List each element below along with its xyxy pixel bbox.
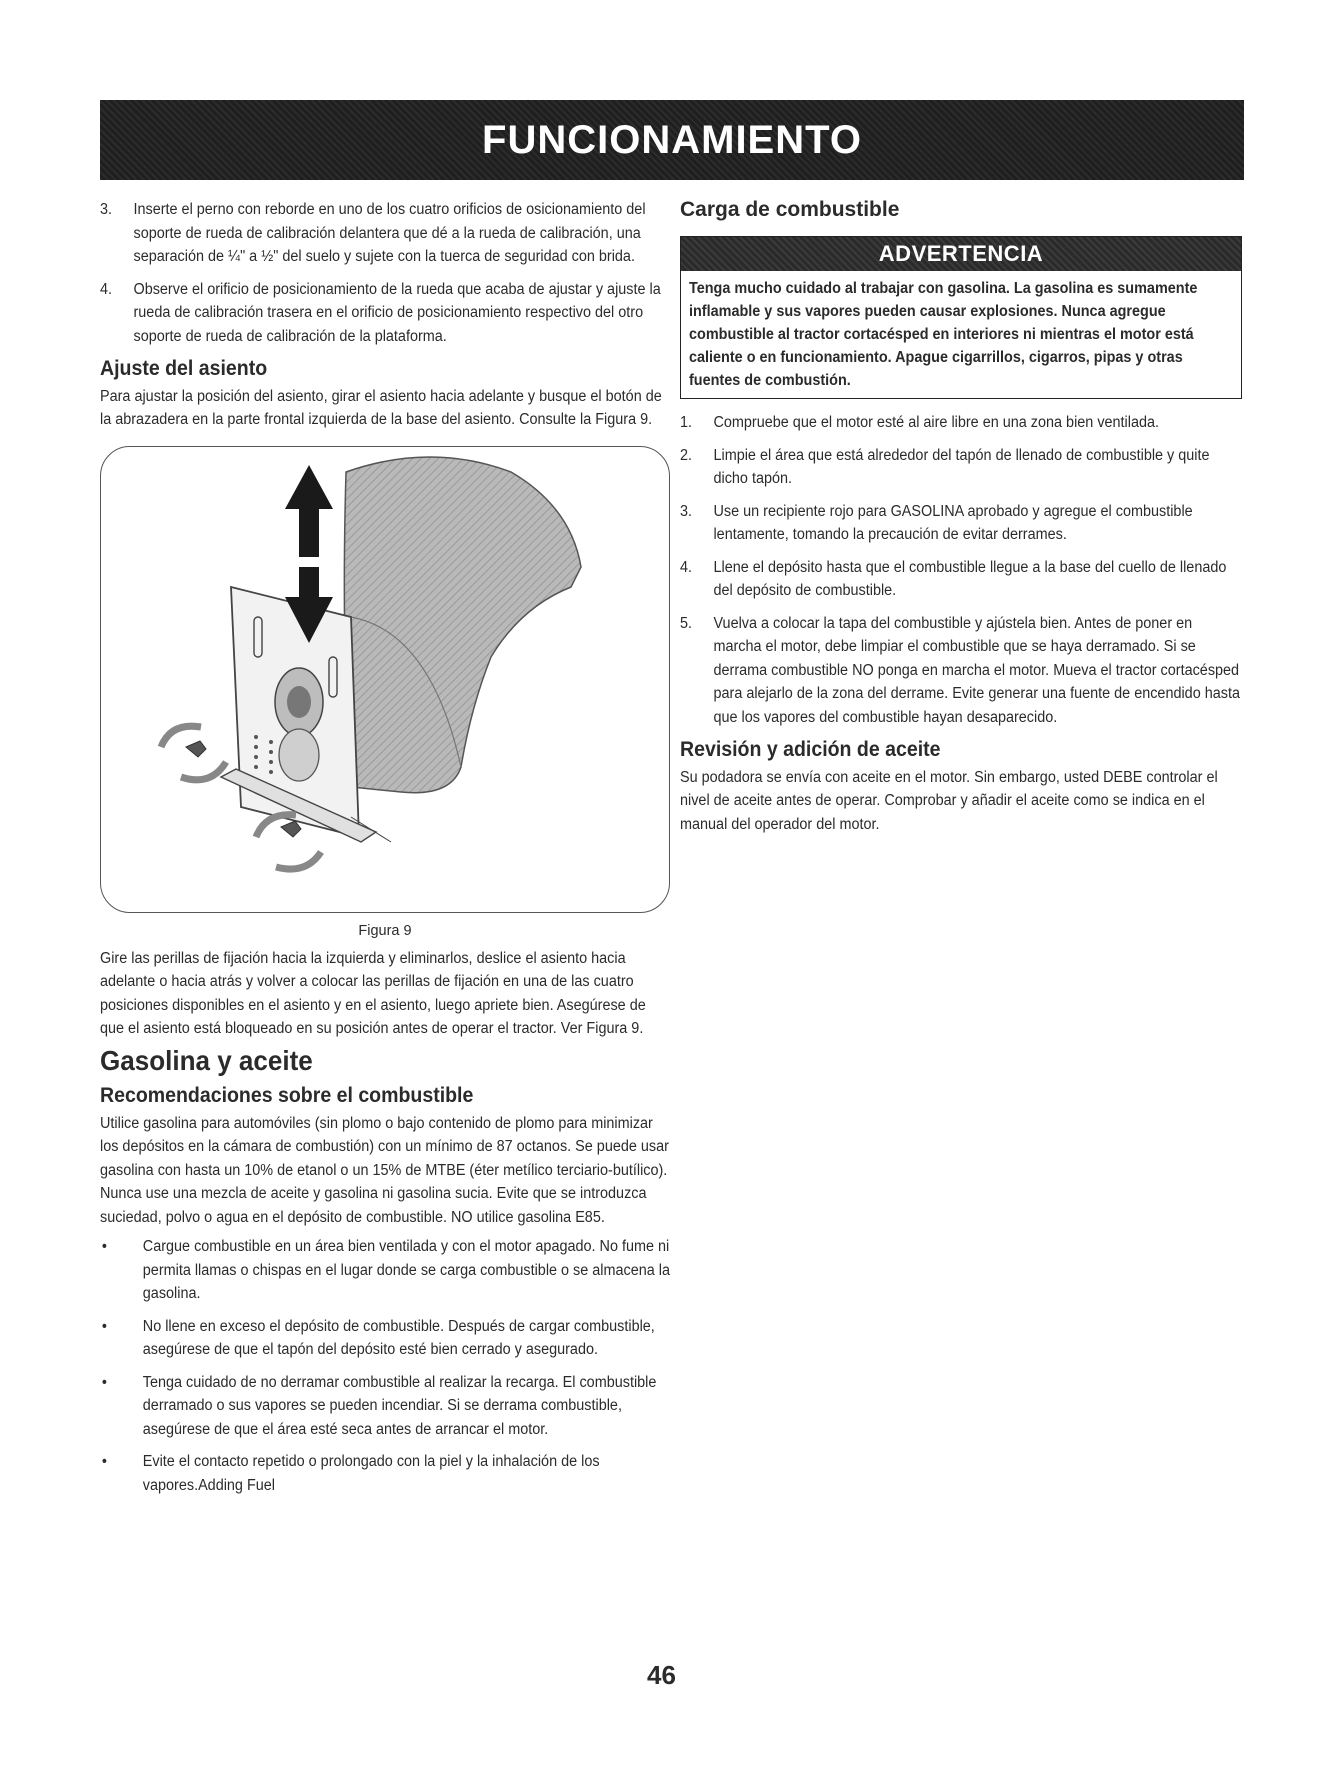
warning-title: ADVERTENCIA bbox=[681, 237, 1241, 271]
step-item bbox=[680, 612, 1242, 730]
step-text: Use un recipiente rojo para GASOLINA aprobado y agregue el combustible lentamente, tomando la precaución de evitar derrames. bbox=[713, 502, 1193, 543]
oil-text: Su podadora se envía con aceite en el motor. Sin embargo, usted DEBE controlar el nivel de aceite antes de operar. Comprobar y añadir el aceite como se indica en el manual del operador del motor. bbox=[680, 768, 1218, 833]
fuel-recommendations-text: Utilice gasolina para automóviles (sin plomo o bajo contenido de plomo para minimizar los depósitos en la cámara de combustión) con un mínimo de 87 octanos. Se puede usar gasolina con hasta un 10% de etanol o un 15% de MTBE (éter metílico terciario-butílico). Nunca use una mezcla de aceite y gasolina ni gasolina sucia. Evite que se introduzca suciedad, polvo o agua en el depósito de combustible. NO utilice gasolina E85. bbox=[100, 1114, 669, 1226]
step-text: Inserte el perno con reborde en uno de los cuatro orificios de osicionamiento del soporte de rueda de calibración delantera que dé a la rueda de calibración, una separación de ¼" a ½" del suelo y sujete con la tuerca de seguridad con brida. bbox=[133, 201, 646, 265]
bullet-item bbox=[100, 1315, 670, 1362]
step-item bbox=[100, 278, 670, 349]
figure-caption: Figura 9 bbox=[358, 922, 412, 939]
step-number: 1. bbox=[680, 414, 693, 431]
bullet-text: Cargue combustible en un área bien ventilada y con el motor apagado. No fume ni permita llamas o chispas en el lugar donde se carga combustible o se almacena la gasolina. bbox=[142, 1238, 671, 1302]
step-item bbox=[100, 198, 670, 269]
step-text: Observe el orificio de posicionamiento de la rueda que acaba de ajustar y ajuste la rueda de calibración trasera en el orificio de posicionamiento respectivo del otro soporte de rueda de calibración de la plataforma. bbox=[133, 280, 661, 345]
gas-oil-heading: Gasolina y aceite bbox=[100, 1044, 313, 1076]
step-number: 3. bbox=[100, 201, 113, 218]
bullet-text: Tenga cuidado de no derramar combustible al realizar la recarga. El combustible derramado o sus vapores se pueden incendiar. Si se derrama combustible, asegúrese de que el área esté seca antes de arrancar el motor. bbox=[142, 1373, 657, 1438]
bullet-marker: • bbox=[101, 1238, 107, 1255]
step-number: 3. bbox=[680, 502, 693, 520]
step-number: 4. bbox=[100, 280, 113, 298]
left-column bbox=[100, 198, 670, 1506]
page-number: 46 bbox=[647, 1660, 676, 1690]
fuel-loading-heading: Carga de combustible bbox=[680, 198, 900, 221]
seat-text: Para ajustar la posición del asiento, girar el asiento hacia adelante y busque el botón de la abrazadera en la parte frontal izquierda de la base del asiento. Consulte la Figura 9. bbox=[100, 387, 662, 428]
warning-text: Tenga mucho cuidado al trabajar con gasolina. La gasolina es sumamente inflamable y sus vapores pueden causar explosiones. Nunca agregue combustible al tractor cortacésped en interiores ni mientras el motor está caliente o en funcionamiento. Apague cigarrillos, cigarros, pipas y otras fuentes de combustión. bbox=[689, 280, 1198, 389]
right-column bbox=[680, 198, 1242, 842]
bullet-text: Evite el contacto repetido o prolongado con la piel y la inhalación de los vapores.Adding Fuel bbox=[142, 1453, 600, 1494]
bullet-item bbox=[100, 1450, 670, 1497]
step-item bbox=[680, 500, 1242, 547]
oil-heading: Revisión y adición de aceite bbox=[680, 738, 941, 761]
seat-instructions: Gire las perillas de fijación hacia la izquierda y eliminarlos, deslice el asiento hacia adelante o hacia atrás y volver a colocar las perillas de fijación en una de las cuatro posiciones disponibles en el asiento y en el asiento, luego apriete bien. Asegúrese de que el asiento está bloqueado en su posición antes de operar el tractor. Ver Figura 9. bbox=[100, 949, 646, 1037]
step-text: Vuelva a colocar la tapa del combustible y ajústela bien. Antes de poner en marcha el motor, debe limpiar el combustible que se haya derramado. Si se derrama combustible NO ponga en marcha el motor. Mueva el tractor cortacésped para alejarlo de la zona del derrame. Evite generar una fuente de encendido hasta que los vapores del combustible hayan desaparecido. bbox=[713, 614, 1240, 726]
figure-9-illustration bbox=[100, 446, 670, 913]
bullet-item bbox=[100, 1235, 670, 1306]
fuel-recommendations-heading: Recomendaciones sobre el combustible bbox=[100, 1084, 474, 1107]
step-number: 5. bbox=[680, 614, 693, 632]
warning-box bbox=[680, 236, 1242, 399]
step-number: 2. bbox=[680, 446, 693, 464]
section-title: FUNCIONAMIENTO bbox=[482, 117, 862, 162]
bullet-marker: • bbox=[101, 1317, 107, 1335]
step-number: 4. bbox=[680, 558, 693, 576]
bullet-item bbox=[100, 1371, 670, 1442]
step-text: Limpie el área que está alrededor del tapón de llenado de combustible y quite dicho tapón. bbox=[713, 446, 1210, 487]
step-item bbox=[680, 556, 1242, 603]
step-item bbox=[680, 411, 1242, 435]
bullet-marker: • bbox=[101, 1373, 107, 1391]
step-text: Llene el depósito hasta que el combustible llegue a la base del cuello de llenado del depósito de combustible. bbox=[713, 558, 1227, 599]
bullet-marker: • bbox=[101, 1453, 107, 1470]
bullet-text: No llene en exceso el depósito de combustible. Después de cargar combustible, asegúrese de que el tapón del depósito esté bien cerrado y asegurado. bbox=[142, 1317, 655, 1358]
seat-heading: Ajuste del asiento bbox=[100, 357, 268, 380]
step-text: Compruebe que el motor esté al aire libre en una zona bien ventilada. bbox=[713, 414, 1160, 431]
section-banner bbox=[100, 100, 1244, 180]
seat-adjustment-drawing bbox=[101, 447, 669, 912]
step-item bbox=[680, 444, 1242, 491]
